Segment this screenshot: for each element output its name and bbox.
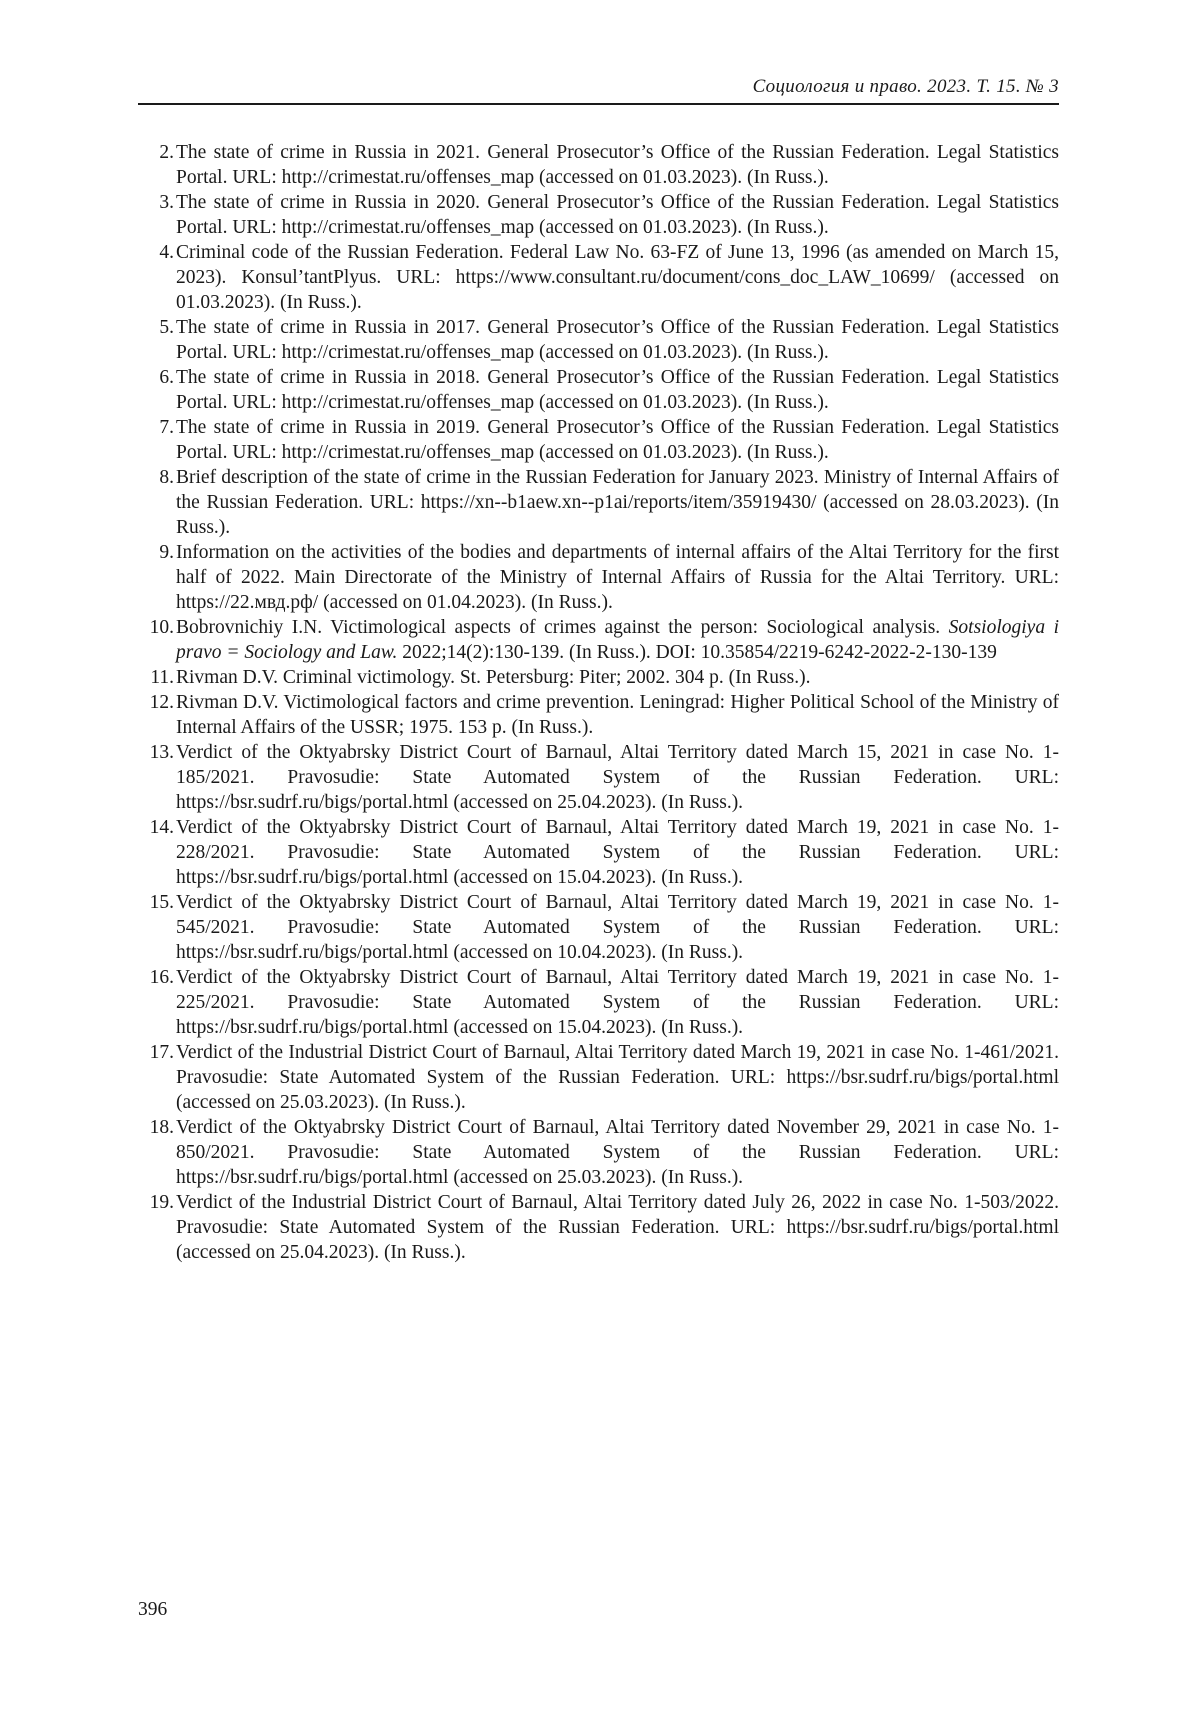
reference-item bbox=[138, 665, 1059, 690]
running-header: Социология и право. 2023. Т. 15. № 3 bbox=[752, 76, 1059, 97]
reference-text: Verdict of the Oktyabrsky District Court of Barnaul, Altai Territory dated November 29, 2021 in case No. 1-850/2021. Pravosudie: State Automated System of the Russian Federation. URL: https://bsr.sudrf.ru/bigs/portal.html (accessed on 25.03.2023). (In Russ.). bbox=[176, 1117, 1059, 1188]
reference-number: 15. bbox=[149, 892, 174, 913]
reference-item bbox=[138, 540, 1059, 615]
reference-text: Information on the activities of the bodies and departments of internal affairs of the Altai Territory for the first half of 2022. Main Directorate of the Ministry of Internal Affairs of Russia for the Altai Territory. URL: https://22.мвд.рф/ (accessed on 01.04.2023). (In Russ.). bbox=[176, 542, 1059, 613]
reference-item bbox=[138, 415, 1059, 465]
reference-item bbox=[138, 1040, 1059, 1115]
reference-journal-title: Sotsiologiya i pravo = Sociology and Law. bbox=[176, 617, 1060, 663]
reference-text-before: Bobrovnichiy I.N. Victimological aspects of crimes against the person: Sociological analysis. bbox=[176, 617, 949, 638]
reference-list bbox=[138, 140, 1059, 1265]
reference-number: 14. bbox=[149, 817, 174, 838]
reference-item bbox=[138, 365, 1059, 415]
reference-text: The state of crime in Russia in 2021. General Prosecutor’s Office of the Russian Federation. Legal Statistics Portal. URL: http://crimestat.ru/offenses_map (accessed on 01.03.2023). (In Russ.). bbox=[176, 142, 1059, 188]
reference-text: Rivman D.V. Criminal victimology. St. Petersburg: Piter; 2002. 304 p. (In Russ.). bbox=[176, 667, 811, 688]
reference-item bbox=[138, 815, 1059, 890]
reference-number: 17. bbox=[149, 1042, 174, 1063]
reference-number: 18. bbox=[149, 1117, 174, 1138]
reference-number: 10. bbox=[149, 617, 174, 638]
reference-item bbox=[138, 740, 1059, 815]
reference-number: 6. bbox=[159, 367, 174, 388]
reference-text-after: 2022;14(2):130-139. (In Russ.). DOI: 10.35854/2219-6242-2022-2-130-139 bbox=[397, 642, 997, 663]
reference-item bbox=[138, 240, 1059, 315]
reference-text: Verdict of the Industrial District Court of Barnaul, Altai Territory dated July 26, 2022 in case No. 1-503/2022. Pravosudie: State Automated System of the Russian Federation. URL: https://bsr.sudrf.ru/bigs/portal.html (accessed on 25.04.2023). (In Russ.). bbox=[176, 1192, 1059, 1263]
reference-number: 4. bbox=[159, 242, 174, 263]
reference-number: 3. bbox=[159, 192, 174, 213]
reference-text: The state of crime in Russia in 2017. General Prosecutor’s Office of the Russian Federation. Legal Statistics Portal. URL: http://crimestat.ru/offenses_map (accessed on 01.03.2023). (In Russ.). bbox=[176, 317, 1059, 363]
reference-item bbox=[138, 315, 1059, 365]
reference-item bbox=[138, 890, 1059, 965]
reference-text: The state of crime in Russia in 2019. General Prosecutor’s Office of the Russian Federation. Legal Statistics Portal. URL: http://crimestat.ru/offenses_map (accessed on 01.03.2023). (In Russ.). bbox=[176, 417, 1059, 463]
reference-item bbox=[138, 140, 1059, 190]
reference-number: 8. bbox=[159, 467, 174, 488]
reference-number: 5. bbox=[159, 317, 174, 338]
reference-item bbox=[138, 465, 1059, 540]
reference-number: 19. bbox=[149, 1192, 174, 1213]
reference-number: 9. bbox=[159, 542, 174, 563]
reference-text: Criminal code of the Russian Federation. Federal Law No. 63-FZ of June 13, 1996 (as amended on March 15, 2023). Konsul’tantPlyus. URL: https://www.consultant.ru/document/cons_doc_LAW_10699/ (accessed on 01.03.2023). (In Russ.). bbox=[176, 242, 1059, 313]
reference-item bbox=[138, 190, 1059, 240]
reference-number: 2. bbox=[159, 142, 174, 163]
reference-number: 13. bbox=[149, 742, 174, 763]
reference-number: 7. bbox=[159, 417, 174, 438]
reference-text: Verdict of the Oktyabrsky District Court of Barnaul, Altai Territory dated March 19, 2021 in case No. 1-228/2021. Pravosudie: State Automated System of the Russian Federation. URL: https://bsr.sudrf.ru/bigs/portal.html (accessed on 15.04.2023). (In Russ.). bbox=[176, 817, 1059, 888]
reference-item bbox=[138, 690, 1059, 740]
reference-text: Verdict of the Oktyabrsky District Court of Barnaul, Altai Territory dated March 19, 2021 in case No. 1-225/2021. Pravosudie: State Automated System of the Russian Federation. URL: https://bsr.sudrf.ru/bigs/portal.html (accessed on 15.04.2023). (In Russ.). bbox=[176, 967, 1059, 1038]
header-rule bbox=[138, 103, 1059, 105]
reference-item bbox=[138, 1190, 1059, 1265]
reference-text: Rivman D.V. Victimological factors and crime prevention. Leningrad: Higher Political School of the Ministry of Internal Affairs of the USSR; 1975. 153 p. (In Russ.). bbox=[176, 692, 1059, 738]
reference-number: 11. bbox=[150, 667, 174, 688]
reference-item bbox=[138, 965, 1059, 1040]
reference-number: 12. bbox=[149, 692, 174, 713]
reference-text: Verdict of the Industrial District Court of Barnaul, Altai Territory dated March 19, 2021 in case No. 1-461/2021. Pravosudie: State Automated System of the Russian Federation. URL: https://bsr.sudrf.ru/bigs/portal.html (accessed on 25.03.2023). (In Russ.). bbox=[176, 1042, 1059, 1113]
reference-item bbox=[138, 1115, 1059, 1190]
reference-text: The state of crime in Russia in 2018. General Prosecutor’s Office of the Russian Federation. Legal Statistics Portal. URL: http://crimestat.ru/offenses_map (accessed on 01.03.2023). (In Russ.). bbox=[176, 367, 1059, 413]
reference-text: Brief description of the state of crime in the Russian Federation for January 2023. Ministry of Internal Affairs of the Russian Federation. URL: https://xn--b1aew.xn--p1ai/reports/item/35919430/ (accessed on 28.03.2023). (In Russ.). bbox=[176, 467, 1059, 538]
page-number: 396 bbox=[138, 1599, 168, 1620]
reference-number: 16. bbox=[149, 967, 174, 988]
reference-text: Verdict of the Oktyabrsky District Court of Barnaul, Altai Territory dated March 19, 2021 in case No. 1-545/2021. Pravosudie: State Automated System of the Russian Federation. URL: https://bsr.sudrf.ru/bigs/portal.html (accessed on 10.04.2023). (In Russ.). bbox=[176, 892, 1059, 963]
reference-item bbox=[138, 615, 1059, 665]
reference-text: The state of crime in Russia in 2020. General Prosecutor’s Office of the Russian Federation. Legal Statistics Portal. URL: http://crimestat.ru/offenses_map (accessed on 01.03.2023). (In Russ.). bbox=[176, 192, 1059, 238]
reference-text: Verdict of the Oktyabrsky District Court of Barnaul, Altai Territory dated March 15, 2021 in case No. 1-185/2021. Pravosudie: State Automated System of the Russian Federation. URL: https://bsr.sudrf.ru/bigs/portal.html (accessed on 25.04.2023). (In Russ.). bbox=[176, 742, 1059, 813]
